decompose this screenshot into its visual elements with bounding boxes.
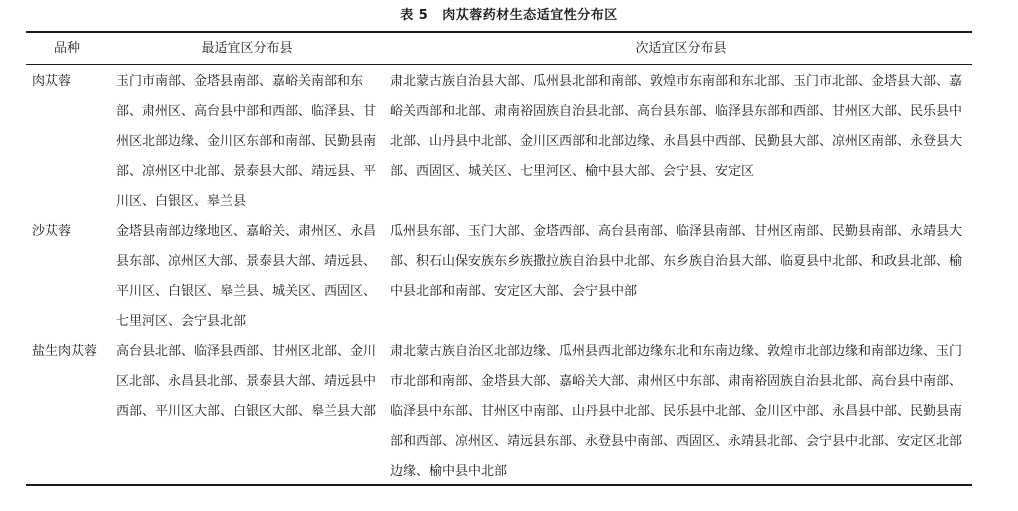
top-rule [26,31,972,33]
row-most-suitable-counties: 高台县北部、临泽县西部、甘州区北部、金川区北部、永昌县北部、景泰县大部、靖远县中西部、平川区大部、白银区大部、皋兰县大部 [116,344,377,419]
row-species-name: 盐生肉苁蓉 [32,344,98,359]
table-caption [0,7,1018,25]
row-sub-suitable-counties: 肃北蒙古族自治县大部、瓜州县北部和南部、敦煌市东南部和东北部、玉门市北部、金塔县大部、嘉峪关西部和北部、肃南裕固族自治县北部、高台县东部、临泽县东部和西部、甘州区大部、民乐县中北部、山丹县中北部、金川区西部和北部边缘、永昌县中西部、民勤县大部、凉州区南部、永登县大部、西固区、城关区、七里河区、榆中县大部、会宁县、安定区 [390,74,963,179]
row-species-name: 肉苁蓉 [32,74,72,89]
row-sub-suitable-counties: 瓜州县东部、玉门大部、金塔西部、高台县南部、临泽县南部、甘州区南部、民勤县南部、永靖县大部、积石山保安族东乡族撒拉族自治县中北部、东乡族自治县大部、临夏县中北部、和政县北部、榆中县北部和南部、安定区大部、会宁县中部 [390,224,963,299]
header-most-suitable: 最适宜区分布县 [201,41,293,56]
header-species: 品种 [54,41,81,56]
row-most-suitable-counties: 玉门市南部、金塔县南部、嘉峪关南部和东部、肃州区、高台县中部和西部、临泽县、甘州区北部边缘、金川区东部和南部、民勤县南部、凉州区中北部、景泰县大部、靖远县、平川区、白银区、皋兰县 [116,74,377,209]
row-most-suitable-counties: 金塔县南部边缘地区、嘉峪关、肃州区、永昌县东部、凉州区大部、景泰县大部、靖远县、平川区、白银区、皋兰县、城关区、西固区、七里河区、会宁县北部 [116,224,377,329]
table-number: 表 5 [400,8,429,23]
row-species-name: 沙苁蓉 [32,224,72,239]
header-rule [26,64,972,65]
header-sub-suitable: 次适宜区分布县 [635,41,727,56]
table-title: 肉苁蓉药材生态适宜性分布区 [442,8,618,23]
row-sub-suitable-counties: 肃北蒙古族自治区北部边缘、瓜州县西北部边缘东北和东南边缘、敦煌市北部边缘和南部边缘、玉门市北部和南部、金塔县大部、嘉峪关大部、肃州区中东部、肃南裕固族自治县北部、高台县中南部、临泽县中东部、甘州区中南部、山丹县中北部、民乐县中北部、金川区中部、永昌县中部、民勤县南部和西部、凉州区、靖远县东部、永登县中南部、西固区、永靖县北部、会宁县中北部、安定区北部边缘、榆中县中北部 [390,344,963,479]
